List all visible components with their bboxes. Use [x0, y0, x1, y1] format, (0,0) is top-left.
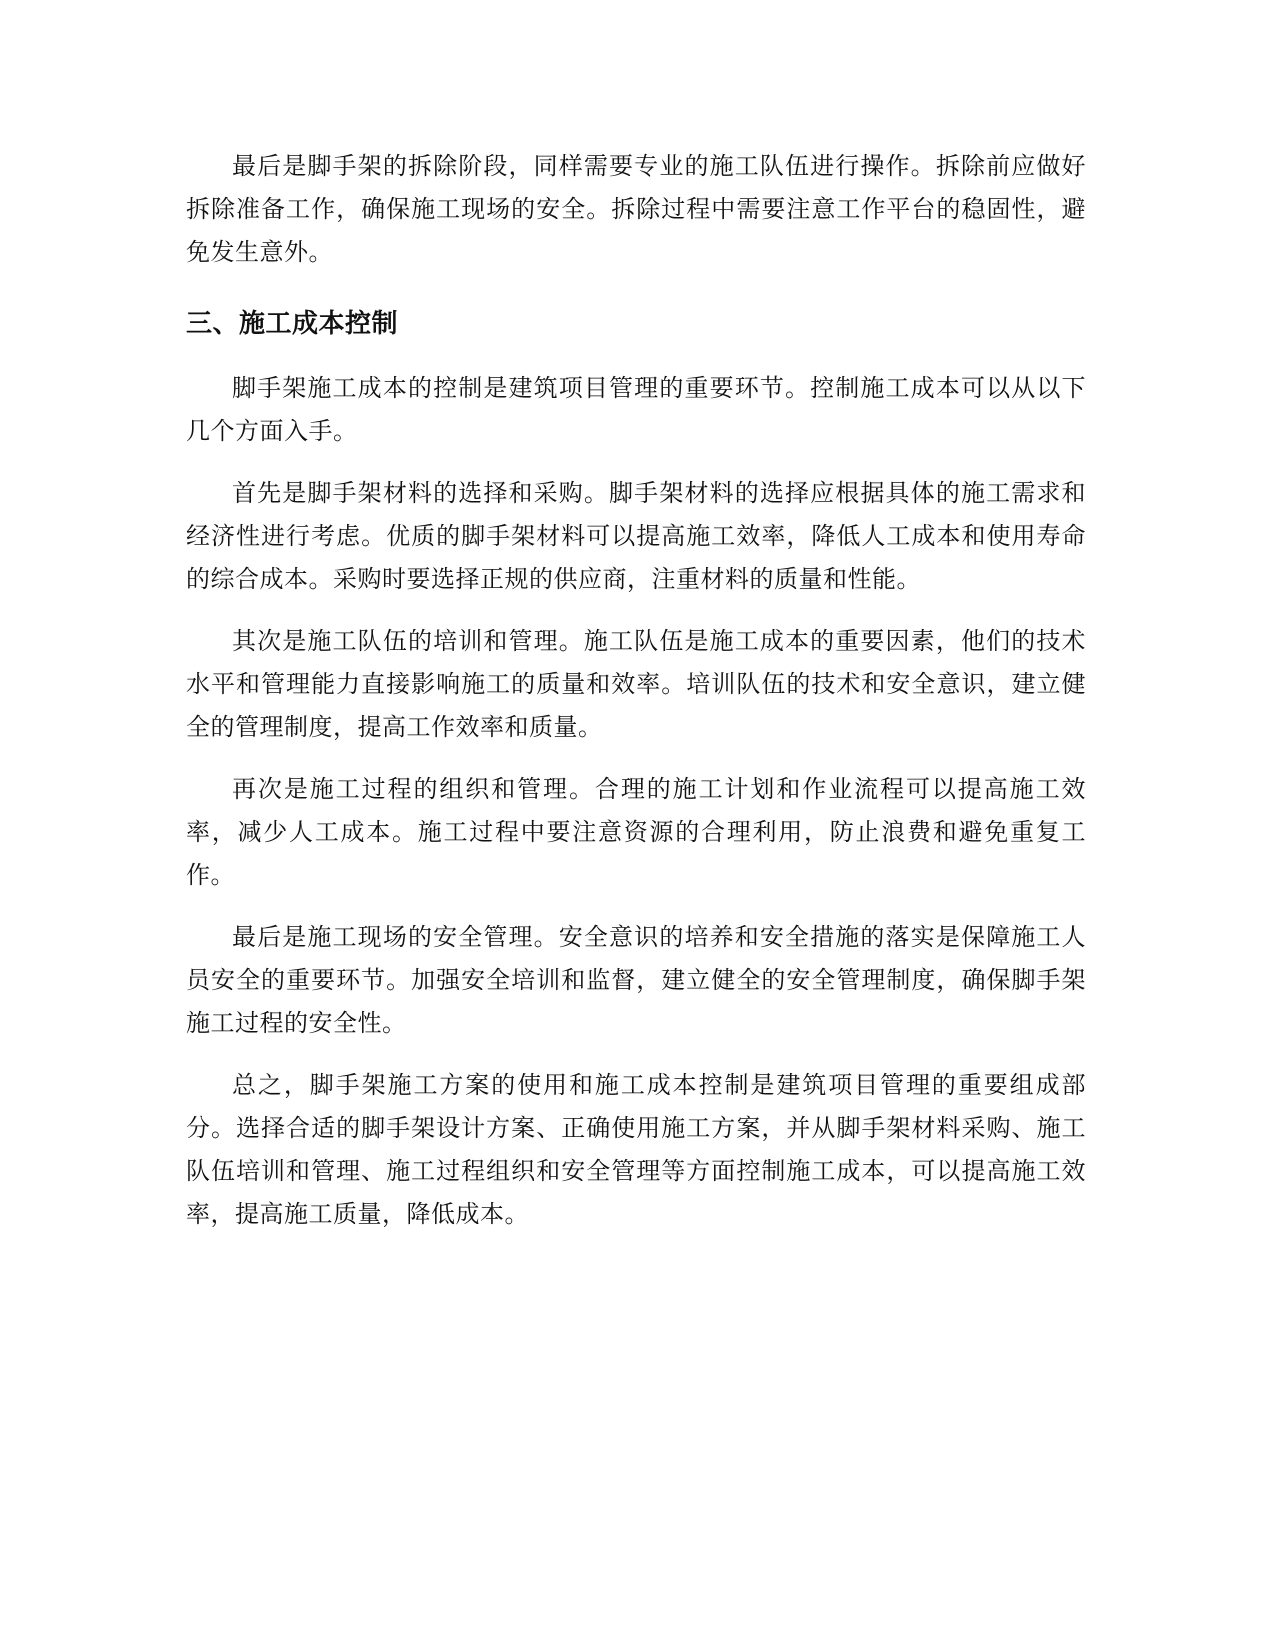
paragraph-process-management: 再次是施工过程的组织和管理。合理的施工计划和作业流程可以提高施工效率，减少人工成本。施工过程中要注意资源的合理利用，防止浪费和避免重复工作。 — [186, 775, 1086, 889]
intro-paragraph: 最后是脚手架的拆除阶段，同样需要专业的施工队伍进行操作。拆除前应做好拆除准备工作，确保施工现场的安全。拆除过程中需要注意工作平台的稳固性，避免发生意外。 — [186, 152, 1086, 266]
paragraph-conclusion: 总之，脚手架施工方案的使用和施工成本控制是建筑项目管理的重要组成部分。选择合适的脚手架设计方案、正确使用施工方案，并从脚手架材料采购、施工队伍培训和管理、施工过程组织和安全管理等方面控制施工成本，可以提高施工效率，提高施工质量，降低成本。 — [186, 1071, 1086, 1228]
document-body — [186, 145, 1086, 1236]
paragraph-team-training: 其次是施工队伍的培训和管理。施工队伍是施工成本的重要因素，他们的技术水平和管理能力直接影响施工的质量和效率。培训队伍的技术和安全意识，建立健全的管理制度，提高工作效率和质量。 — [186, 627, 1086, 741]
paragraph-cost-overview: 脚手架施工成本的控制是建筑项目管理的重要环节。控制施工成本可以从以下几个方面入手。 — [186, 374, 1086, 445]
paragraph-materials: 首先是脚手架材料的选择和采购。脚手架材料的选择应根据具体的施工需求和经济性进行考虑。优质的脚手架材料可以提高施工效率，降低人工成本和使用寿命的综合成本。采购时要选择正规的供应商，注重材料的质量和性能。 — [186, 479, 1086, 593]
paragraph-safety-management: 最后是施工现场的安全管理。安全意识的培养和安全措施的落实是保障施工人员安全的重要环节。加强安全培训和监督，建立健全的安全管理制度，确保脚手架施工过程的安全性。 — [186, 923, 1086, 1037]
section-heading: 三、施工成本控制 — [186, 309, 399, 339]
